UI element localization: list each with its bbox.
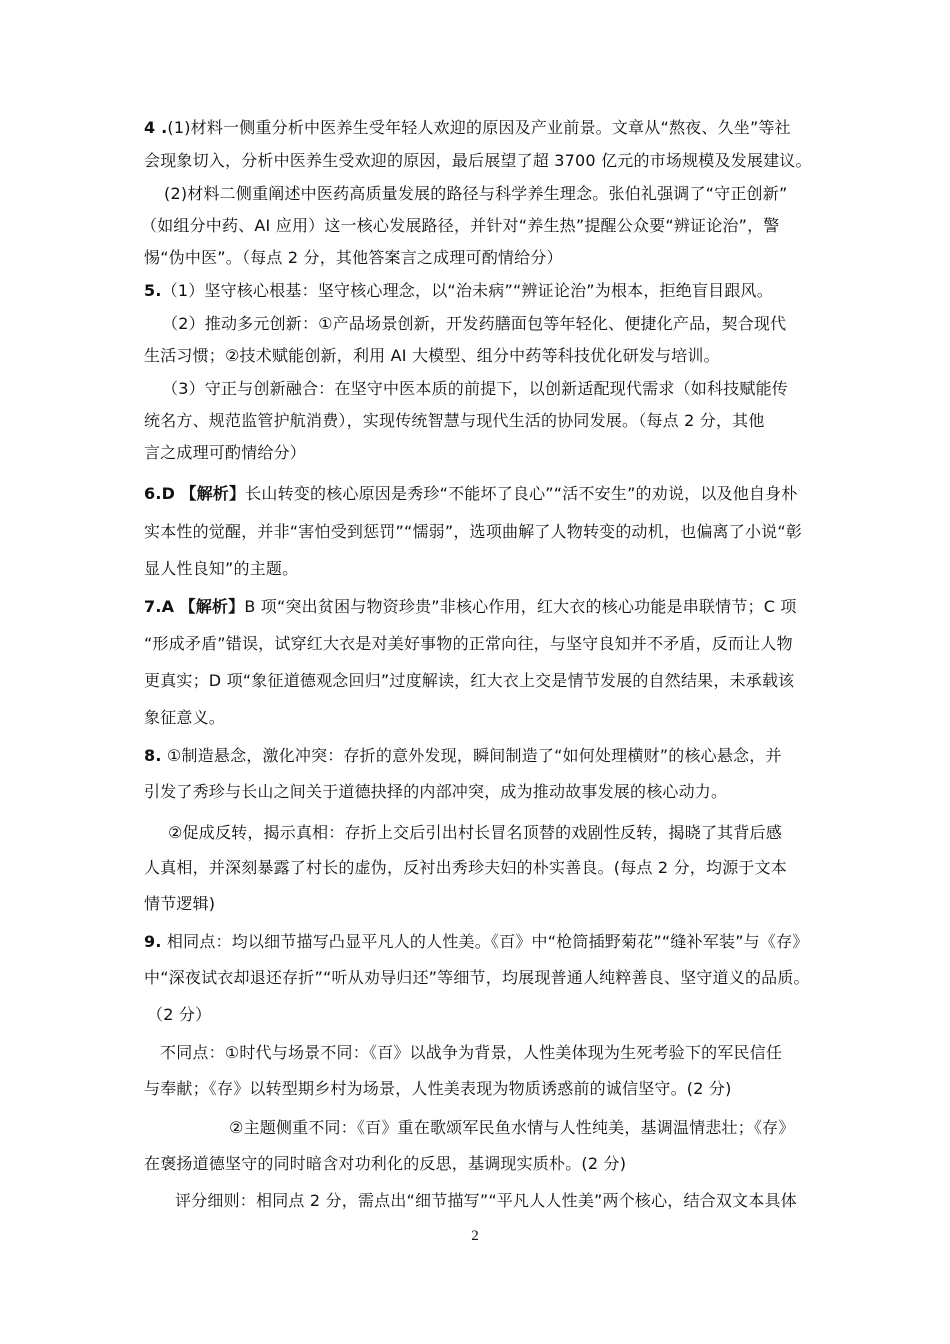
line-text: 言之成理可酌情给分） — [144, 443, 307, 462]
analysis-tag: 【解析】 — [179, 597, 245, 616]
question-number: 4 . — [144, 118, 168, 137]
text-line — [144, 707, 225, 729]
line-text: 会现象切入，分析中医养生受欢迎的原因，最后展望了超 3700 亿元的市场规模及发展建议。 — [144, 151, 812, 170]
line-text: 人真相，并深刻暴露了村长的虚伪，反衬出秀珍夫妇的朴实善良。(每点 2 分，均源于文本 — [144, 858, 787, 877]
line-text: 更真实；D 项“象征道德观念回归”过度解读，红大衣上交是情节发展的自然结果，未承载该 — [144, 671, 795, 690]
question-number: 8. — [144, 746, 162, 765]
text-line — [144, 280, 773, 302]
line-text: “形成矛盾”错误，试穿红大衣是对美好事物的正常向往，与坚守良知并不矛盾，反而让人物 — [144, 634, 793, 653]
question-number: 5. — [144, 281, 162, 300]
line-text: 相同点：均以细节描写凸显平凡人的人性美。《百》中“枪筒插野菊花”“缝补军装”与《存》 — [166, 932, 809, 951]
line-text: 惕“伪中医”。（每点 2 分，其他答案言之成理可酌情给分） — [144, 248, 563, 267]
page-number: 2 — [471, 1228, 479, 1244]
text-line — [144, 967, 810, 989]
text-line — [144, 558, 298, 580]
text-line — [144, 596, 797, 618]
line-text: 中“深夜试衣却退还存折”“听从劝导归还”等细节，均展现普通人纯粹善良、坚守道义的品质。 — [144, 968, 810, 987]
question-number: 6.D — [144, 484, 176, 503]
text-line — [141, 215, 780, 237]
text-line — [144, 410, 765, 432]
line-text: 与奉献；《存》以转型期乡村为场景，人性美表现为物质诱惑前的诚信坚守。(2 分) — [144, 1079, 732, 1098]
text-line — [175, 1190, 797, 1212]
line-text: (2)材料二侧重阐述中医药高质量发展的路径与科学养生理念。张伯礼强调了“守正创新” — [164, 184, 788, 203]
text-line — [144, 781, 727, 803]
line-text: （2）推动多元创新：①产品场景创新，开发药膳面包等年轻化、便捷化产品，契合现代 — [162, 314, 787, 333]
line-text: （2 分） — [147, 1005, 212, 1024]
text-line — [144, 442, 306, 464]
analysis-tag: 【解析】 — [180, 484, 246, 503]
line-text: 实本性的觉醒，并非“害怕受到惩罚”“懦弱”，选项曲解了人物转变的动机，也偏离了小说“彰 — [144, 522, 803, 541]
line-text: 在褒扬道德坚守的同时暗含对功利化的反思，基调现实质朴。(2 分) — [144, 1154, 627, 1173]
text-line — [144, 521, 802, 543]
line-text: 长山转变的核心原因是秀珍“不能坏了良心”“活不安生”的劝说，以及他自身朴 — [245, 484, 798, 503]
text-line — [144, 117, 791, 139]
line-text: 显人性良知”的主题。 — [144, 559, 299, 578]
text-line — [144, 893, 215, 915]
text-line — [144, 345, 720, 367]
question-number: 9. — [144, 932, 162, 951]
text-line — [147, 1004, 211, 1026]
text-line — [144, 1078, 732, 1100]
text-line — [168, 822, 782, 844]
line-text: ②促成反转，揭示真相：存折上交后引出村长冒名顶替的戏剧性反转，揭晓了其背后感 — [168, 823, 782, 842]
text-line — [162, 313, 786, 335]
text-line — [144, 670, 794, 692]
text-line — [144, 745, 782, 767]
line-text: （3）守正与创新融合：在坚守中医本质的前提下，以创新适配现代需求（如科技赋能传 — [162, 379, 788, 398]
question-number: 7.A — [144, 597, 175, 616]
text-line — [144, 1153, 626, 1175]
line-text: 象征意义。 — [144, 708, 226, 727]
line-text: 引发了秀珍与长山之间关于道德抉择的内部冲突，成为推动故事发展的核心动力。 — [144, 782, 728, 801]
line-text: 不同点：①时代与场景不同：《百》以战争为背景，人性美体现为生死考验下的军民信任 — [160, 1043, 783, 1062]
text-line — [144, 247, 563, 269]
line-text: 评分细则：相同点 2 分，需点出“细节描写”“平凡人人性美”两个核心，结合双文本具体 — [175, 1191, 797, 1210]
line-text: ①制造悬念，激化冲突：存折的意外发现，瞬间制造了“如何处理横财”的核心悬念，并 — [166, 746, 782, 765]
text-line — [160, 1042, 782, 1064]
text-line — [144, 857, 787, 879]
line-text: （1）坚守核心根基：坚守核心理念，以“治未病”“辨证论治”为根本，拒绝盲目跟风。 — [161, 281, 773, 300]
line-text: B 项“突出贫困与物资珍贵”非核心作用，红大衣的核心功能是串联情节；C 项 — [244, 597, 797, 616]
text-line — [144, 633, 793, 655]
line-text: (1)材料一侧重分析中医养生受年轻人欢迎的原因及产业前景。文章从“熬夜、久坐”等社 — [167, 118, 791, 137]
text-line — [162, 378, 788, 400]
line-text: 情节逻辑) — [144, 894, 216, 913]
line-text: 生活习惯；②技术赋能创新，利用 AI 大模型、组分中药等科技优化研发与培训。 — [144, 346, 720, 365]
text-line — [144, 931, 808, 953]
text-line — [144, 483, 798, 505]
line-text: 统名方、规范监管护航消费），实现传统智慧与现代生活的协同发展。（每点 2 分，其他 — [144, 411, 765, 430]
text-line — [229, 1117, 795, 1139]
line-text: （如组分中药、AI 应用）这一核心发展路径，并针对“养生热”提醒公众要“辨证论治”，警 — [141, 216, 780, 235]
text-line — [164, 183, 787, 205]
text-line — [144, 150, 812, 172]
line-text: ②主题侧重不同：《百》重在歌颂军民鱼水情与人性纯美，基调温情悲壮；《存》 — [229, 1118, 795, 1137]
